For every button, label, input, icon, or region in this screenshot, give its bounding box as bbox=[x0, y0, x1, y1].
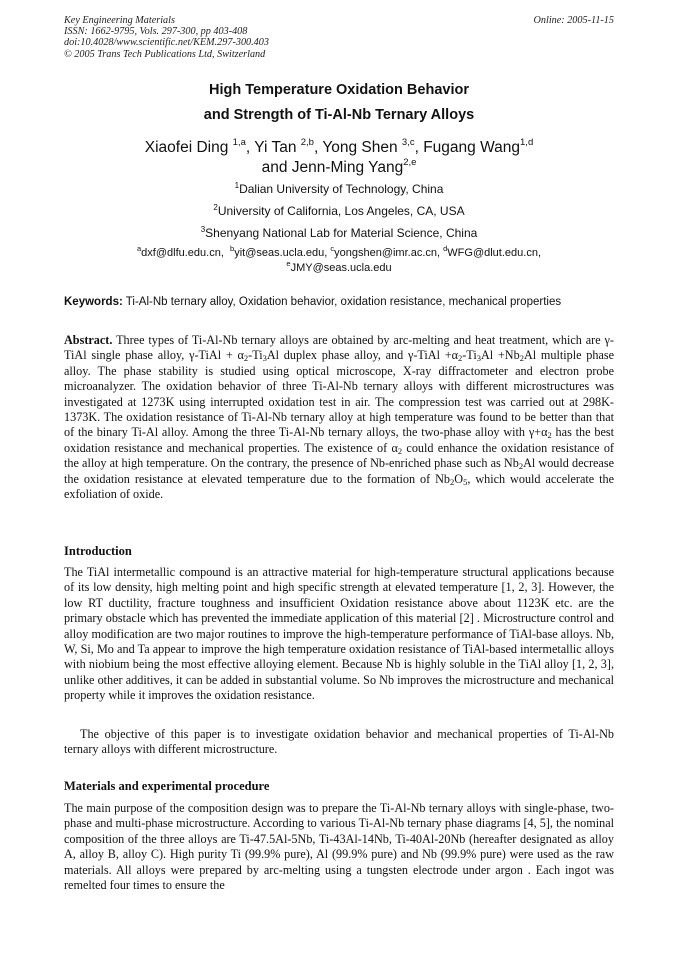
affiliation-text: University of California, Los Angeles, CA, USA bbox=[217, 204, 465, 218]
subscript: 2 bbox=[519, 353, 524, 364]
subscript: 3 bbox=[262, 353, 267, 364]
email-address[interactable]: JMY@seas.ucla.edu bbox=[290, 262, 392, 274]
subscript: 3 bbox=[476, 353, 481, 364]
affiliation-text: Shenyang National Lab for Material Science, China bbox=[205, 226, 478, 240]
email-list bbox=[60, 246, 618, 276]
materials-paragraph: The main purpose of the composition design was to prepare the Ti-Al-Nb ternary alloys with single-phase, two-phase and multi-phase microstructure. According to various Ti-Al-Nb ternary phase diagrams [4, 5], the nominal composition of the three alloys are Ti-47.5Al-5Nb, Ti-43Al-14Nb, Ti-40Al-20Nb (hereafter designated as alloy A, alloy B, alloy C). High purity Ti (99.9% pure), Al (99.9% pure) and Nb (99.9% pure) were used as the raw materials. All alloys were prepared by arc-melting using a tungsten electrode under argon . Each ingot was remelted four times to ensure the bbox=[64, 801, 614, 893]
affiliation-number: 1 bbox=[234, 181, 240, 190]
email-address[interactable]: dxf@dlfu.edu.cn, bbox=[141, 247, 224, 259]
introduction-paragraph: The TiAl intermetallic compound is an attractive material for high-temperature structural applications because of its low density, high melting point and high specific strength at elevated temperature [1, 2, 3]. However, the low RT ductility, fracture toughness and insufficient Oxidation resistance above about 1123K etc. are the primary obstacle which has prevented the immediate application of this material [2] . Microstructure control and alloy modification are two major routines to improve the high-temperature performance of TiAl-base alloys. Nb, W, Si, Mo and Ta appear to improve the high temperature oxidation resistance of TiAl-based intermetallic alloys with niobium being the most effective alloying element. Because Nb is highly soluble in the TiAl alloy [1, 2, 3], unlike other additives, it can be added in substantial volume. So Nb improves the microstructure and mechanical property while it improves the oxidation resistance. bbox=[64, 565, 614, 703]
doi-line: doi:10.4028/www.scientific.net/KEM.297-300.403 bbox=[64, 37, 269, 49]
affiliation-number: 3 bbox=[200, 225, 206, 234]
email-superscript: b bbox=[230, 244, 235, 253]
email-superscript: a bbox=[137, 244, 142, 253]
email-address[interactable]: yit@seas.ucla.edu, bbox=[234, 247, 328, 259]
paper-title-line-1: High Temperature Oxidation Behavior bbox=[209, 82, 469, 98]
abstract-text: Al duplex phase alloy, and γ-TiAl +α bbox=[266, 348, 458, 363]
email-address[interactable]: WFG@dlut.edu.cn, bbox=[447, 247, 541, 259]
abstract-label: Abstract. bbox=[64, 333, 113, 347]
author-name: and Jenn-Ming Yang bbox=[261, 159, 404, 176]
author-list: Xiaofei Ding $^{1,a}$, Yi Tan $^{2,b}$, Yong Shen $^{3,c}$, Fugang Wang$^{1,d}$ and Jenn-Ming Yang$^{2,e}$ bbox=[144, 137, 534, 176]
abstract-text: O bbox=[454, 471, 464, 486]
affiliation bbox=[0, 226, 678, 240]
keywords-text: Ti-Al-Nb ternary alloy, Oxidation behavior, oxidation resistance, mechanical properties bbox=[125, 296, 562, 308]
abstract-text: -Ti bbox=[462, 348, 477, 363]
abstract-text: -Ti bbox=[248, 348, 263, 363]
email-address[interactable]: yongshen@imr.ac.cn, bbox=[334, 247, 441, 259]
author-superscript: 2,e bbox=[403, 157, 417, 168]
subscript: 5 bbox=[463, 476, 468, 487]
online-date: Online: 2005-11-15 bbox=[533, 15, 614, 26]
journal-name: Key Engineering Materials bbox=[64, 15, 175, 26]
section-heading-introduction: Introduction bbox=[64, 544, 132, 558]
paper-title-line-2: and Strength of Ti-Al-Nb Ternary Alloys bbox=[203, 107, 475, 123]
issn-line: ISSN: 1662-9795, Vols. 297-300, pp 403-408 bbox=[64, 26, 248, 38]
abstract-text: , which would accelerate the exfoliation of oxide. bbox=[64, 471, 614, 502]
keywords-line bbox=[64, 296, 638, 308]
section-heading-materials: Materials and experimental procedure bbox=[64, 779, 270, 793]
subscript: 2 bbox=[547, 430, 552, 441]
abstract-text: Three types of Ti-Al-Nb ternary alloys are obtained by arc-melting and heat treatment, which are γ-TiAl single phase alloy, γ-TiAl + α bbox=[64, 333, 614, 363]
author-superscript: 3,c bbox=[401, 137, 415, 148]
affiliation bbox=[0, 182, 678, 196]
abstract-text: could enhance the oxidation resistance of the alloy at high temperature. On the contrary, the presence of Nb-enriched phase such as Nb bbox=[64, 440, 614, 471]
affiliation-number: 2 bbox=[213, 203, 218, 212]
email-superscript: c bbox=[330, 244, 335, 253]
email-superscript: d bbox=[443, 244, 448, 253]
abstract-text: Al multiple phase alloy. The phase stability is studied using optical microscope, X-ray diffractometer and electron probe microanalyzer. The oxidation behavior of three Ti-Al-Nb ternary alloys with different microstructures was investigated at 1273K using interrupted oxidation test in air. The compression test was carried out at 298K-1373K. The oxidation resistance of Ti-Al-Nb ternary alloy at high temperature was found to be better than that of the binary Ti-Al alloy. Among the three Ti-Al-Nb ternary alloys, the two-phase alloy with γ+α bbox=[64, 348, 614, 440]
abstract-paragraph bbox=[64, 333, 614, 502]
affiliation bbox=[0, 204, 678, 218]
subscript: 2 bbox=[397, 445, 403, 456]
copyright-line: © 2005 Trans Tech Publications Ltd, Switzerland bbox=[64, 48, 266, 60]
abstract-text: Al would decrease the oxidation resistance at elevated temperature due to the formation of Nb bbox=[64, 456, 614, 486]
author-name: Yi Tan bbox=[254, 139, 301, 156]
introduction-paragraph: The objective of this paper is to investigate oxidation behavior and mechanical properties of Ti-Al-Nb ternary alloys with different microstructure. bbox=[64, 727, 614, 757]
keywords-label: Keywords: bbox=[64, 296, 123, 308]
abstract-text: has the best oxidation resistance and mechanical properties. The existence of α bbox=[64, 425, 614, 455]
email-superscript: e bbox=[286, 259, 291, 268]
author-superscript: 2,b bbox=[300, 137, 314, 148]
subscript: 2 bbox=[450, 476, 455, 487]
journal-header bbox=[64, 15, 614, 60]
subscript: 2 bbox=[243, 353, 249, 364]
author-superscript: 1,d bbox=[520, 137, 534, 148]
subscript: 2 bbox=[458, 353, 463, 364]
subscript: 2 bbox=[518, 461, 524, 472]
abstract-text: Al +Nb bbox=[480, 348, 520, 363]
author-name: Xiaofei Ding bbox=[144, 139, 233, 156]
author-name: Fugang Wang bbox=[423, 139, 521, 156]
affiliation-text: Dalian University of Technology, China bbox=[239, 182, 444, 196]
author-superscript: 1,a bbox=[232, 137, 246, 148]
author-name: Yong Shen bbox=[322, 139, 402, 156]
